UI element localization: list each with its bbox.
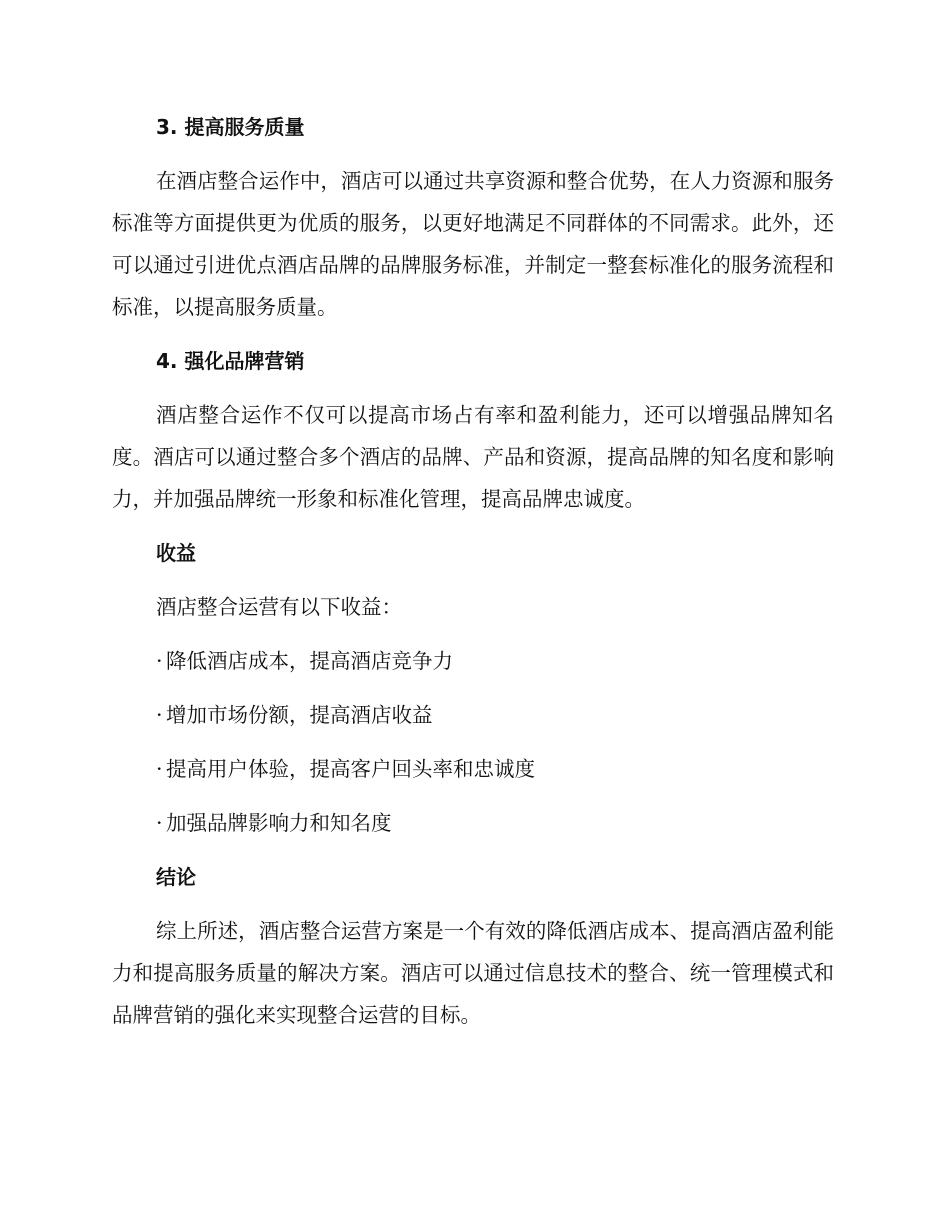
section-heading-benefits: 收益 <box>156 541 196 565</box>
benefit-item <box>112 748 834 790</box>
bullet-icon: · <box>156 811 163 835</box>
bullet-icon: · <box>156 649 163 673</box>
paragraph-service-quality: 在酒店整合运作中，酒店可以通过共享资源和整合优势，在人力资源和服务标准等方面提供更为优质的服务，以更好地满足不同群体的不同需求。此外，还可以通过引进优点酒店品牌的品牌服务标准，并制定一整套标准化的服务流程和标准，以提高服务质量。 <box>112 169 834 319</box>
section-heading-service-quality: 3. 提高服务质量 <box>156 115 305 139</box>
section-heading-brand-marketing: 4. 强化品牌营销 <box>156 349 305 373</box>
document-page <box>112 106 834 1048</box>
benefits-intro: 酒店整合运营有以下收益： <box>156 595 402 619</box>
benefit-item-text: 提高用户体验，提高客户回头率和忠诚度 <box>166 757 535 781</box>
paragraph-brand-marketing: 酒店整合运作不仅可以提高市场占有率和盈利能力，还可以增强品牌知名度。酒店可以通过整合多个酒店的品牌、产品和资源，提高品牌的知名度和影响力，并加强品牌统一形象和标准化管理，提高品牌忠诚度。 <box>112 403 834 511</box>
bullet-icon: · <box>156 703 163 727</box>
benefit-item-text: 加强品牌影响力和知名度 <box>166 811 392 835</box>
bullet-icon: · <box>156 757 163 781</box>
benefit-item <box>112 802 834 844</box>
benefit-item-text: 增加市场份额，提高酒店收益 <box>166 703 433 727</box>
section-heading-conclusion: 结论 <box>156 865 196 889</box>
benefit-item-text: 降低酒店成本，提高酒店竞争力 <box>166 649 453 673</box>
benefit-item <box>112 694 834 736</box>
benefit-item <box>112 640 834 682</box>
paragraph-conclusion: 综上所述，酒店整合运营方案是一个有效的降低酒店成本、提高酒店盈利能力和提高服务质量的解决方案。酒店可以通过信息技术的整合、统一管理模式和品牌营销的强化来实现整合运营的目标。 <box>112 919 834 1027</box>
